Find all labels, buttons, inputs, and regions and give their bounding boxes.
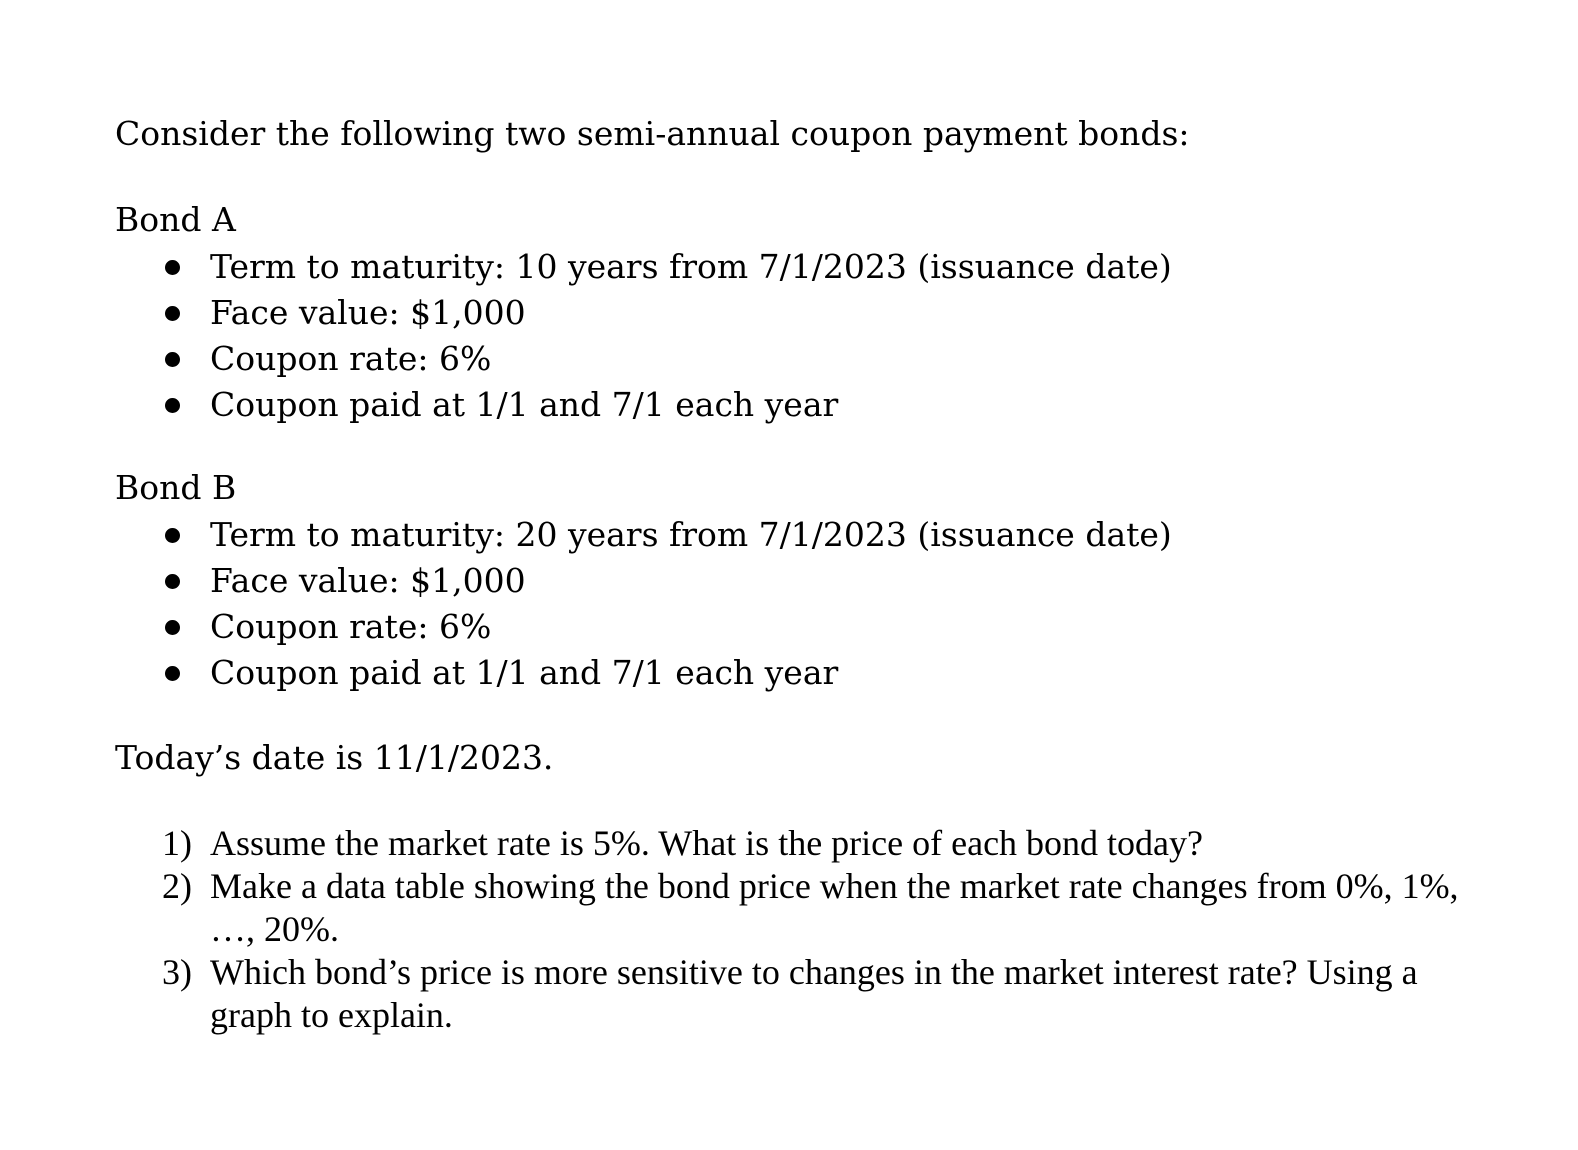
bond-a-face-value: Face value: $1,000 — [210, 293, 526, 332]
todays-date-text: Today’s date is 11/1/2023. — [115, 738, 554, 777]
question-number: 1) — [162, 823, 192, 863]
bullet-icon — [165, 260, 180, 275]
question-number: 2) — [162, 866, 192, 906]
question-text: Make a data table showing the bond price when the market rate changes from 0%, 1%, …, 20%. — [210, 866, 1459, 949]
question-item — [0, 822, 1578, 865]
bullet-icon — [165, 574, 180, 589]
question-item — [0, 865, 1578, 951]
question-text: Assume the market rate is 5%. What is the price of each bond today? — [210, 823, 1204, 863]
bond-a-coupon-rate: Coupon rate: 6% — [210, 339, 492, 378]
question-text: Which bond’s price is more sensitive to changes in the market interest rate? Using a graph to explain. — [210, 952, 1418, 1035]
bullet-icon — [165, 620, 180, 635]
bond-b-term: Term to maturity: 20 years from 7/1/2023 (issuance date) — [210, 515, 1172, 554]
bond-a-heading: Bond A — [115, 200, 236, 239]
intro-text: Consider the following two semi-annual coupon payment bonds: — [115, 114, 1190, 153]
bond-b-coupon-rate: Coupon rate: 6% — [210, 607, 492, 646]
bond-a-term: Term to maturity: 10 years from 7/1/2023 (issuance date) — [210, 247, 1172, 286]
questions-list — [0, 822, 1578, 1037]
bond-b-heading: Bond B — [115, 468, 237, 507]
bullet-icon — [165, 398, 180, 413]
question-number: 3) — [162, 952, 192, 992]
question-item — [0, 951, 1578, 1037]
bullet-icon — [165, 306, 180, 321]
bond-a-coupon-dates: Coupon paid at 1/1 and 7/1 each year — [210, 385, 839, 424]
bullet-icon — [165, 528, 180, 543]
bullet-icon — [165, 666, 180, 681]
bond-b-coupon-dates: Coupon paid at 1/1 and 7/1 each year — [210, 653, 839, 692]
bullet-icon — [165, 352, 180, 367]
bond-b-face-value: Face value: $1,000 — [210, 561, 526, 600]
